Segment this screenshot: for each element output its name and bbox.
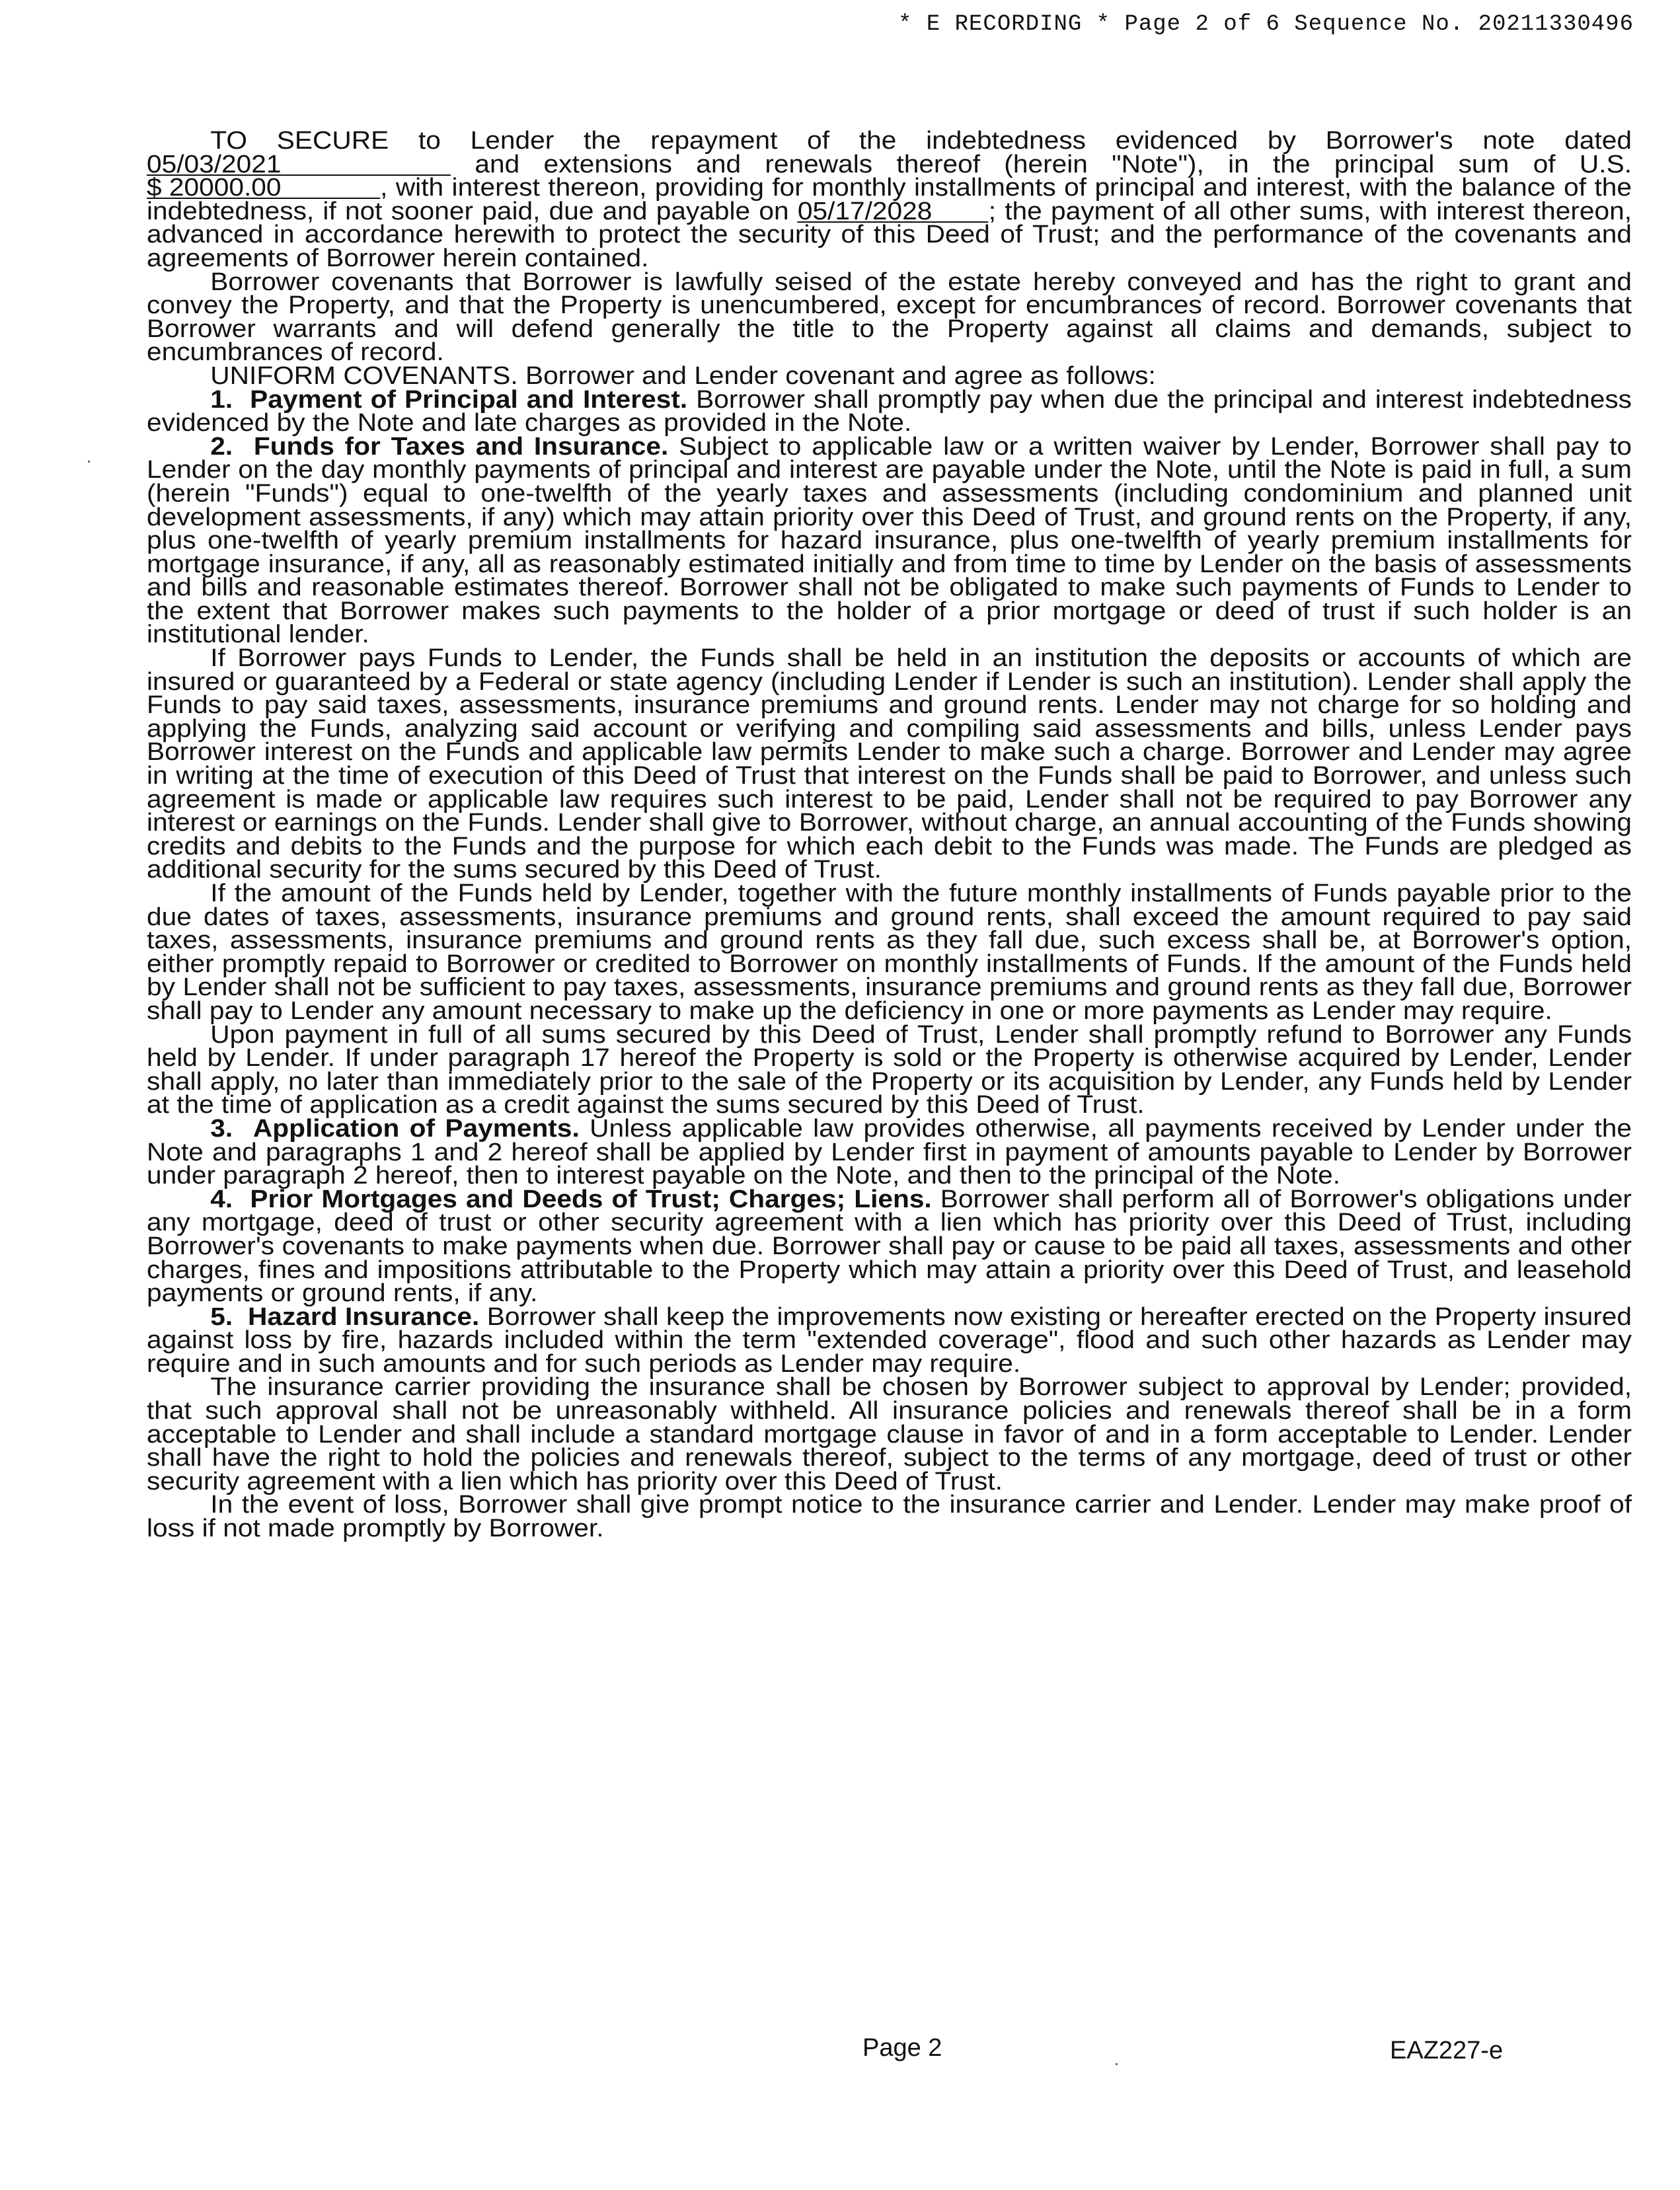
section-1-paragraph: 1. Payment of Principal and Interest. Borrower shall promptly pay when due the principal and interest indebtedness evidenced by the Note and late charges as provided in the Note. bbox=[147, 385, 1632, 437]
note-date-field: 05/03/2021 bbox=[147, 155, 451, 176]
section-5-paragraph: 5. Hazard Insurance. Borrower shall keep the improvements now existing or hereafter erected on the Property insured against loss by fire, hazards included within the term "extended coverage", flood and such other hazards as Lender may require and in such amounts and for such periods as Lender may require. bbox=[147, 1303, 1632, 1378]
principal-sum-field: $ 20000.00 bbox=[147, 178, 380, 199]
due-date-field: 05/17/2028 bbox=[798, 202, 989, 223]
section-number: 5. bbox=[210, 1303, 233, 1331]
section-number: 3. bbox=[210, 1114, 233, 1143]
section-4-paragraph: 4. Prior Mortgages and Deeds of Trust; Charges; Liens. Borrower shall perform all of Borrower's obligations under any mortgage, deed of trust or other security agreement with a lien which has priority over this Deed of Trust, including Borrower's covenants to make payments when due. Borrower shall pay or cause to be paid all taxes, assessments and other charges, fines and impositions attributable to the Property which may attain a priority over this Deed of Trust, and leasehold payments or ground rents, if any. bbox=[147, 1185, 1632, 1308]
funds-refund-paragraph: Upon payment in full of all sums secured by this Deed of Trust, Lender shall promptly refund to Borrower any Funds held by Lender. If under paragraph 17 hereof the Property is sold or the Property is otherwise acquired by Lender, Lender shall apply, no later than immediately prior to the sale of the Property or its acquisition by Lender, any Funds held by Lender at the time of application as a credit against the sums secured by this Deed of Trust. bbox=[147, 1020, 1632, 1119]
section-2-paragraph: 2. Funds for Taxes and Insurance. Subject to applicable law or a written waiver by Lender, Borrower shall pay to Lender on the day monthly payments of principal and interest are payable under the Note, until the Note is paid in full, a sum (herein "Funds") equal to one-twelfth of the yearly taxes and assessments (including condominium and planned unit development assessments, if any) which may attain priority over this Deed of Trust, and ground rents on the Property, if any, plus one-twelfth of yearly premium installments for hazard insurance, plus one-twelfth of yearly premium installments for mortgage insurance, if any, all as reasonably estimated initially and from time to time by Lender on the basis of assessments and bills and reasonable estimates thereof. Borrower shall not be obligated to make such payments of Funds to Lender to the extent that Borrower makes such payments to the holder of a prior mortgage or deed of trust if such holder is an institutional lender. bbox=[147, 432, 1632, 649]
secure-paragraph: TO SECURE to Lender the repayment of the indebtedness evidenced by Borrower's note dated 05/03/2021 and extensions and renewals thereof (herein "Note"), in the principal sum of U.S. $ 20000.00 , with interest thereon, providing for monthly installments of principal and interest, with the balance of the indebtedness, if not sooner paid, due and payable on 05/17/2028 ; the payment of all other sums, with interest thereon, advanced in accordance herewith to protect the security of this Deed of Trust; and the performance of the covenants and agreements of Borrower herein contained. bbox=[147, 127, 1632, 272]
section-heading: Hazard Insurance. bbox=[247, 1303, 480, 1331]
uniform-covenants-heading: UNIFORM COVENANTS. Borrower and Lender covenant and agree as follows: bbox=[210, 361, 1156, 390]
event-of-loss-paragraph: In the event of loss, Borrower shall give prompt notice to the insurance carrier and Lender. Lender may make proof of loss if not made promptly by Borrower. bbox=[147, 1491, 1632, 1543]
form-id: EAZ227-e bbox=[1390, 2037, 1504, 2064]
scan-speck bbox=[88, 461, 90, 463]
document-body bbox=[147, 127, 1632, 1543]
recording-header: * E RECORDING * Page 2 of 6 Sequence No. 20211330496 bbox=[898, 12, 1634, 37]
insurance-carrier-paragraph: The insurance carrier providing the insurance shall be chosen by Borrower subject to approval by Lender; provided, that such approval shall not be unreasonably withheld. All insurance policies and renewals thereof shall be in a form acceptable to Lender and shall include a standard mortgage clause in favor of and in a form acceptable to Lender. Lender shall have the right to hold the policies and renewals thereof, subject to the terms of any mortgage, deed of trust or other security agreement with a lien which has priority over this Deed of Trust. bbox=[147, 1373, 1632, 1495]
section-heading: Funds for Taxes and Insurance. bbox=[253, 432, 669, 461]
scan-speck bbox=[1116, 2063, 1118, 2065]
funds-excess-paragraph: If the amount of the Funds held by Lender, together with the future monthly installments of Funds payable prior to the due dates of taxes, assessments, insurance premiums and ground rents, shall exceed the amount required to pay said taxes, assessments, insurance premiums and ground rents as they fall due, such excess shall be, at Borrower's option, either promptly repaid to Borrower or credited to Borrower on monthly installments of Funds. If the amount of the Funds held by Lender shall not be sufficient to pay taxes, assessments, insurance premiums and ground rents as they fall due, Borrower shall pay to Lender any amount necessary to make up the deficiency in one or more payments as Lender may require. bbox=[147, 880, 1632, 1025]
section-number: 1. bbox=[210, 385, 233, 414]
section-heading: Prior Mortgages and Deeds of Trust; Charges; Liens. bbox=[250, 1185, 932, 1213]
section-number: 4. bbox=[210, 1185, 233, 1213]
section-3-paragraph: 3. Application of Payments. Unless applicable law provides otherwise, all payments received by Lender under the Note and paragraphs 1 and 2 hereof shall be applied by Lender first in payment of amounts payable to Lender by Borrower under paragraph 2 hereof, then to interest payable on the Note, and then to the principal of the Note. bbox=[147, 1114, 1632, 1190]
section-number: 2. bbox=[210, 432, 233, 461]
funds-held-paragraph: If Borrower pays Funds to Lender, the Funds shall be held in an institution the deposits or accounts of which are insured or guaranteed by a Federal or state agency (including Lender if Lender is such an institution). Lender shall apply the Funds to pay said taxes, assessments, insurance premiums and ground rents. Lender may not charge for so holding and applying the Funds, analyzing said account or verifying and compiling said assessments and bills, unless Lender pays Borrower interest on the Funds and applicable law permits Lender to make such a charge. Borrower and Lender may agree in writing at the time of execution of this Deed of Trust that interest on the Funds shall be paid to Borrower, and unless such agreement is made or applicable law requires such interest to be paid, Lender shall not be required to pay Borrower any interest or earnings on the Funds. Lender shall give to Borrower, without charge, an annual accounting of the Funds showing credits and debits to the Funds and the purpose for which each debit to the Funds was made. The Funds are pledged as additional security for the sums secured by this Deed of Trust. bbox=[147, 644, 1632, 884]
page-number: Page 2 bbox=[862, 2034, 942, 2062]
section-heading: Payment of Principal and Interest. bbox=[250, 385, 688, 414]
section-heading: Application of Payments. bbox=[252, 1114, 580, 1143]
borrower-covenants-paragraph: Borrower covenants that Borrower is lawfully seised of the estate hereby conveyed and has the right to grant and convey the Property, and that the Property is unencumbered, except for encumbrances of record. Borrower covenants that Borrower warrants and will defend generally the title to the Property against all claims and demands, subject to encumbrances of record. bbox=[147, 268, 1632, 367]
